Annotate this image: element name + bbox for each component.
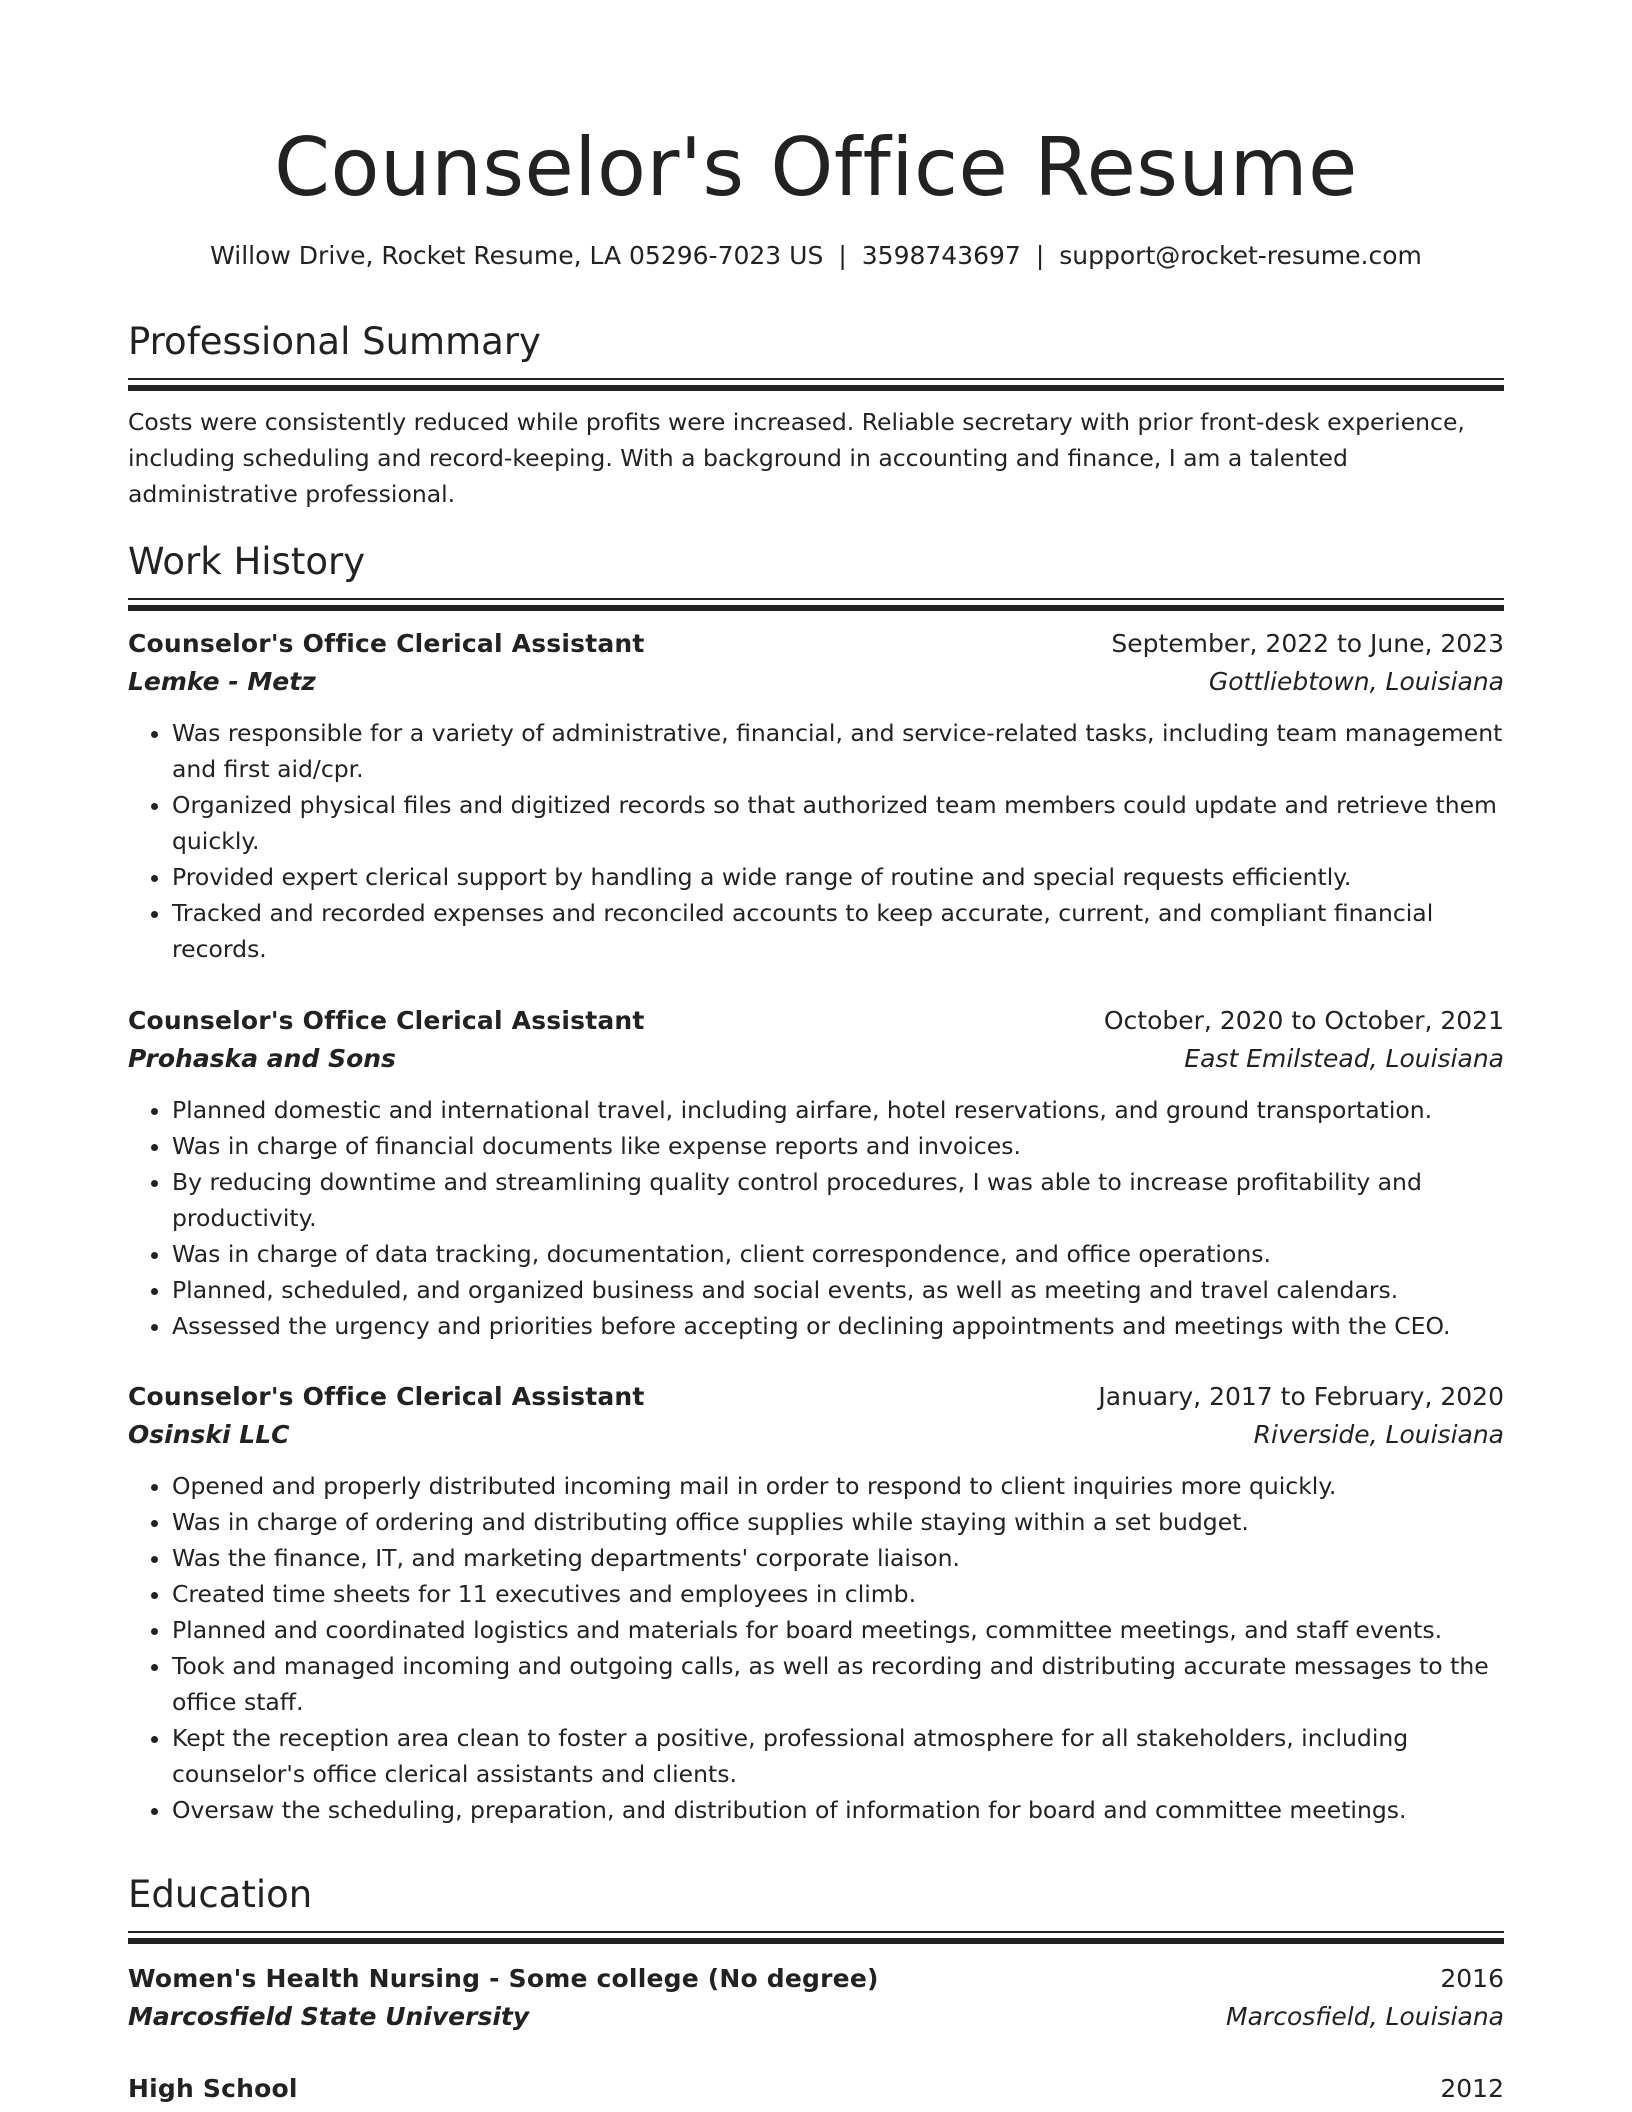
job-entry [128, 1378, 1504, 1828]
section-divider [128, 1931, 1504, 1933]
list-item: • Planned domestic and international travel, including airfare, hotel reservations, and ground transportation. [172, 1092, 1504, 1128]
contact-email: support@rocket-resume.com [1059, 241, 1422, 270]
job-location: Gottliebtown, Louisiana [1208, 667, 1504, 696]
section-divider [128, 605, 1504, 611]
job-company: Osinski LLC [128, 1420, 290, 1449]
list-item: • Organized physical files and digitized records so that authorized team members could update and retrieve them quickly. [172, 787, 1504, 859]
job-bullets [128, 715, 1504, 967]
job-location: Riverside, Louisiana [1253, 1420, 1504, 1449]
job-title: Counselor's Office Clerical Assistant [128, 1382, 645, 1411]
page-title: Counselor's Office Resume [274, 121, 1358, 214]
job-entry [128, 625, 1504, 967]
job-dates: January, 2017 to February, 2020 [1098, 1382, 1504, 1411]
list-item: • Tracked and recorded expenses and reconciled accounts to keep accurate, current, and compliant financial records. [172, 895, 1504, 967]
job-location: East Emilstead, Louisiana [1184, 1044, 1504, 1073]
list-item: • Opened and properly distributed incoming mail in order to respond to client inquiries more quickly. [172, 1468, 1504, 1504]
list-item: • By reducing downtime and streamlining quality control procedures, I was able to increase profitability and productivity. [172, 1164, 1504, 1236]
summary-section-header [128, 318, 1504, 366]
section-divider [128, 378, 1504, 380]
list-item: • Oversaw the scheduling, preparation, and distribution of information for board and committee meetings. [172, 1792, 1504, 1828]
summary-heading: Professional Summary [128, 320, 541, 363]
job-title: Counselor's Office Clerical Assistant [128, 629, 645, 658]
summary-text: Costs were consistently reduced while profits were increased. Reliable secretary with prior front-desk experience, including scheduling and record-keeping. With a background in accounting and finance, I am a talented administrative professional. [128, 408, 1465, 508]
list-item: • Provided expert clerical support by handling a wide range of routine and special requests efficiently. [172, 859, 1504, 895]
list-item: • Was responsible for a variety of administrative, financial, and service-related tasks, including team management and first aid/cpr. [172, 715, 1504, 787]
education-year: 2016 [1440, 1964, 1504, 1993]
work-section-header [128, 538, 1504, 586]
education-school: Marcosfield State University [128, 2002, 530, 2031]
list-item: • Created time sheets for 11 executives and employees in climb. [172, 1576, 1504, 1612]
job-title: Counselor's Office Clerical Assistant [128, 1006, 645, 1035]
education-entry [128, 1960, 1504, 2036]
list-item: • Was in charge of ordering and distributing office supplies while staying within a set budget. [172, 1504, 1504, 1540]
job-bullets [128, 1468, 1504, 1828]
list-item: • Kept the reception area clean to foster a positive, professional atmosphere for all stakeholders, including counselor's office clerical assistants and clients. [172, 1720, 1504, 1792]
education-location: Marcosfield, Louisiana [1226, 2002, 1504, 2031]
list-item: • Was in charge of data tracking, documentation, client correspondence, and office operations. [172, 1236, 1504, 1272]
contact-phone: 3598743697 [861, 241, 1021, 270]
list-item: • Planned, scheduled, and organized business and social events, as well as meeting and travel calendars. [172, 1272, 1504, 1308]
contact-separator: | [1035, 241, 1045, 270]
education-year: 2012 [1440, 2074, 1504, 2103]
job-dates: October, 2020 to October, 2021 [1103, 1006, 1504, 1035]
list-item: • Assessed the urgency and priorities before accepting or declining appointments and meetings with the CEO. [172, 1308, 1504, 1344]
education-degree: Women's Health Nursing - Some college (No degree) [128, 1964, 879, 1993]
contact-separator: | [838, 241, 847, 270]
education-section-header [128, 1871, 1504, 1919]
work-heading: Work History [128, 540, 366, 583]
list-item: • Was the finance, IT, and marketing departments' corporate liaison. [172, 1540, 1504, 1576]
section-divider [128, 1938, 1504, 1944]
job-company: Prohaska and Sons [128, 1044, 396, 1073]
contact-address: Willow Drive, Rocket Resume, LA 05296-7023 US [210, 241, 824, 270]
job-bullets [128, 1092, 1504, 1344]
job-company: Lemke - Metz [128, 667, 316, 696]
job-dates: September, 2022 to June, 2023 [1111, 629, 1504, 658]
section-divider [128, 598, 1504, 600]
education-heading: Education [128, 1873, 313, 1916]
education-degree: High School [128, 2074, 298, 2103]
list-item: • Planned and coordinated logistics and materials for board meetings, committee meetings, and staff events. [172, 1612, 1504, 1648]
contact-line [128, 240, 1504, 272]
education-entry [128, 2070, 1504, 2108]
list-item: • Took and managed incoming and outgoing calls, as well as recording and distributing accurate messages to the office staff. [172, 1648, 1504, 1720]
list-item: • Was in charge of financial documents like expense reports and invoices. [172, 1128, 1504, 1164]
job-entry [128, 1002, 1504, 1344]
section-divider [128, 385, 1504, 391]
